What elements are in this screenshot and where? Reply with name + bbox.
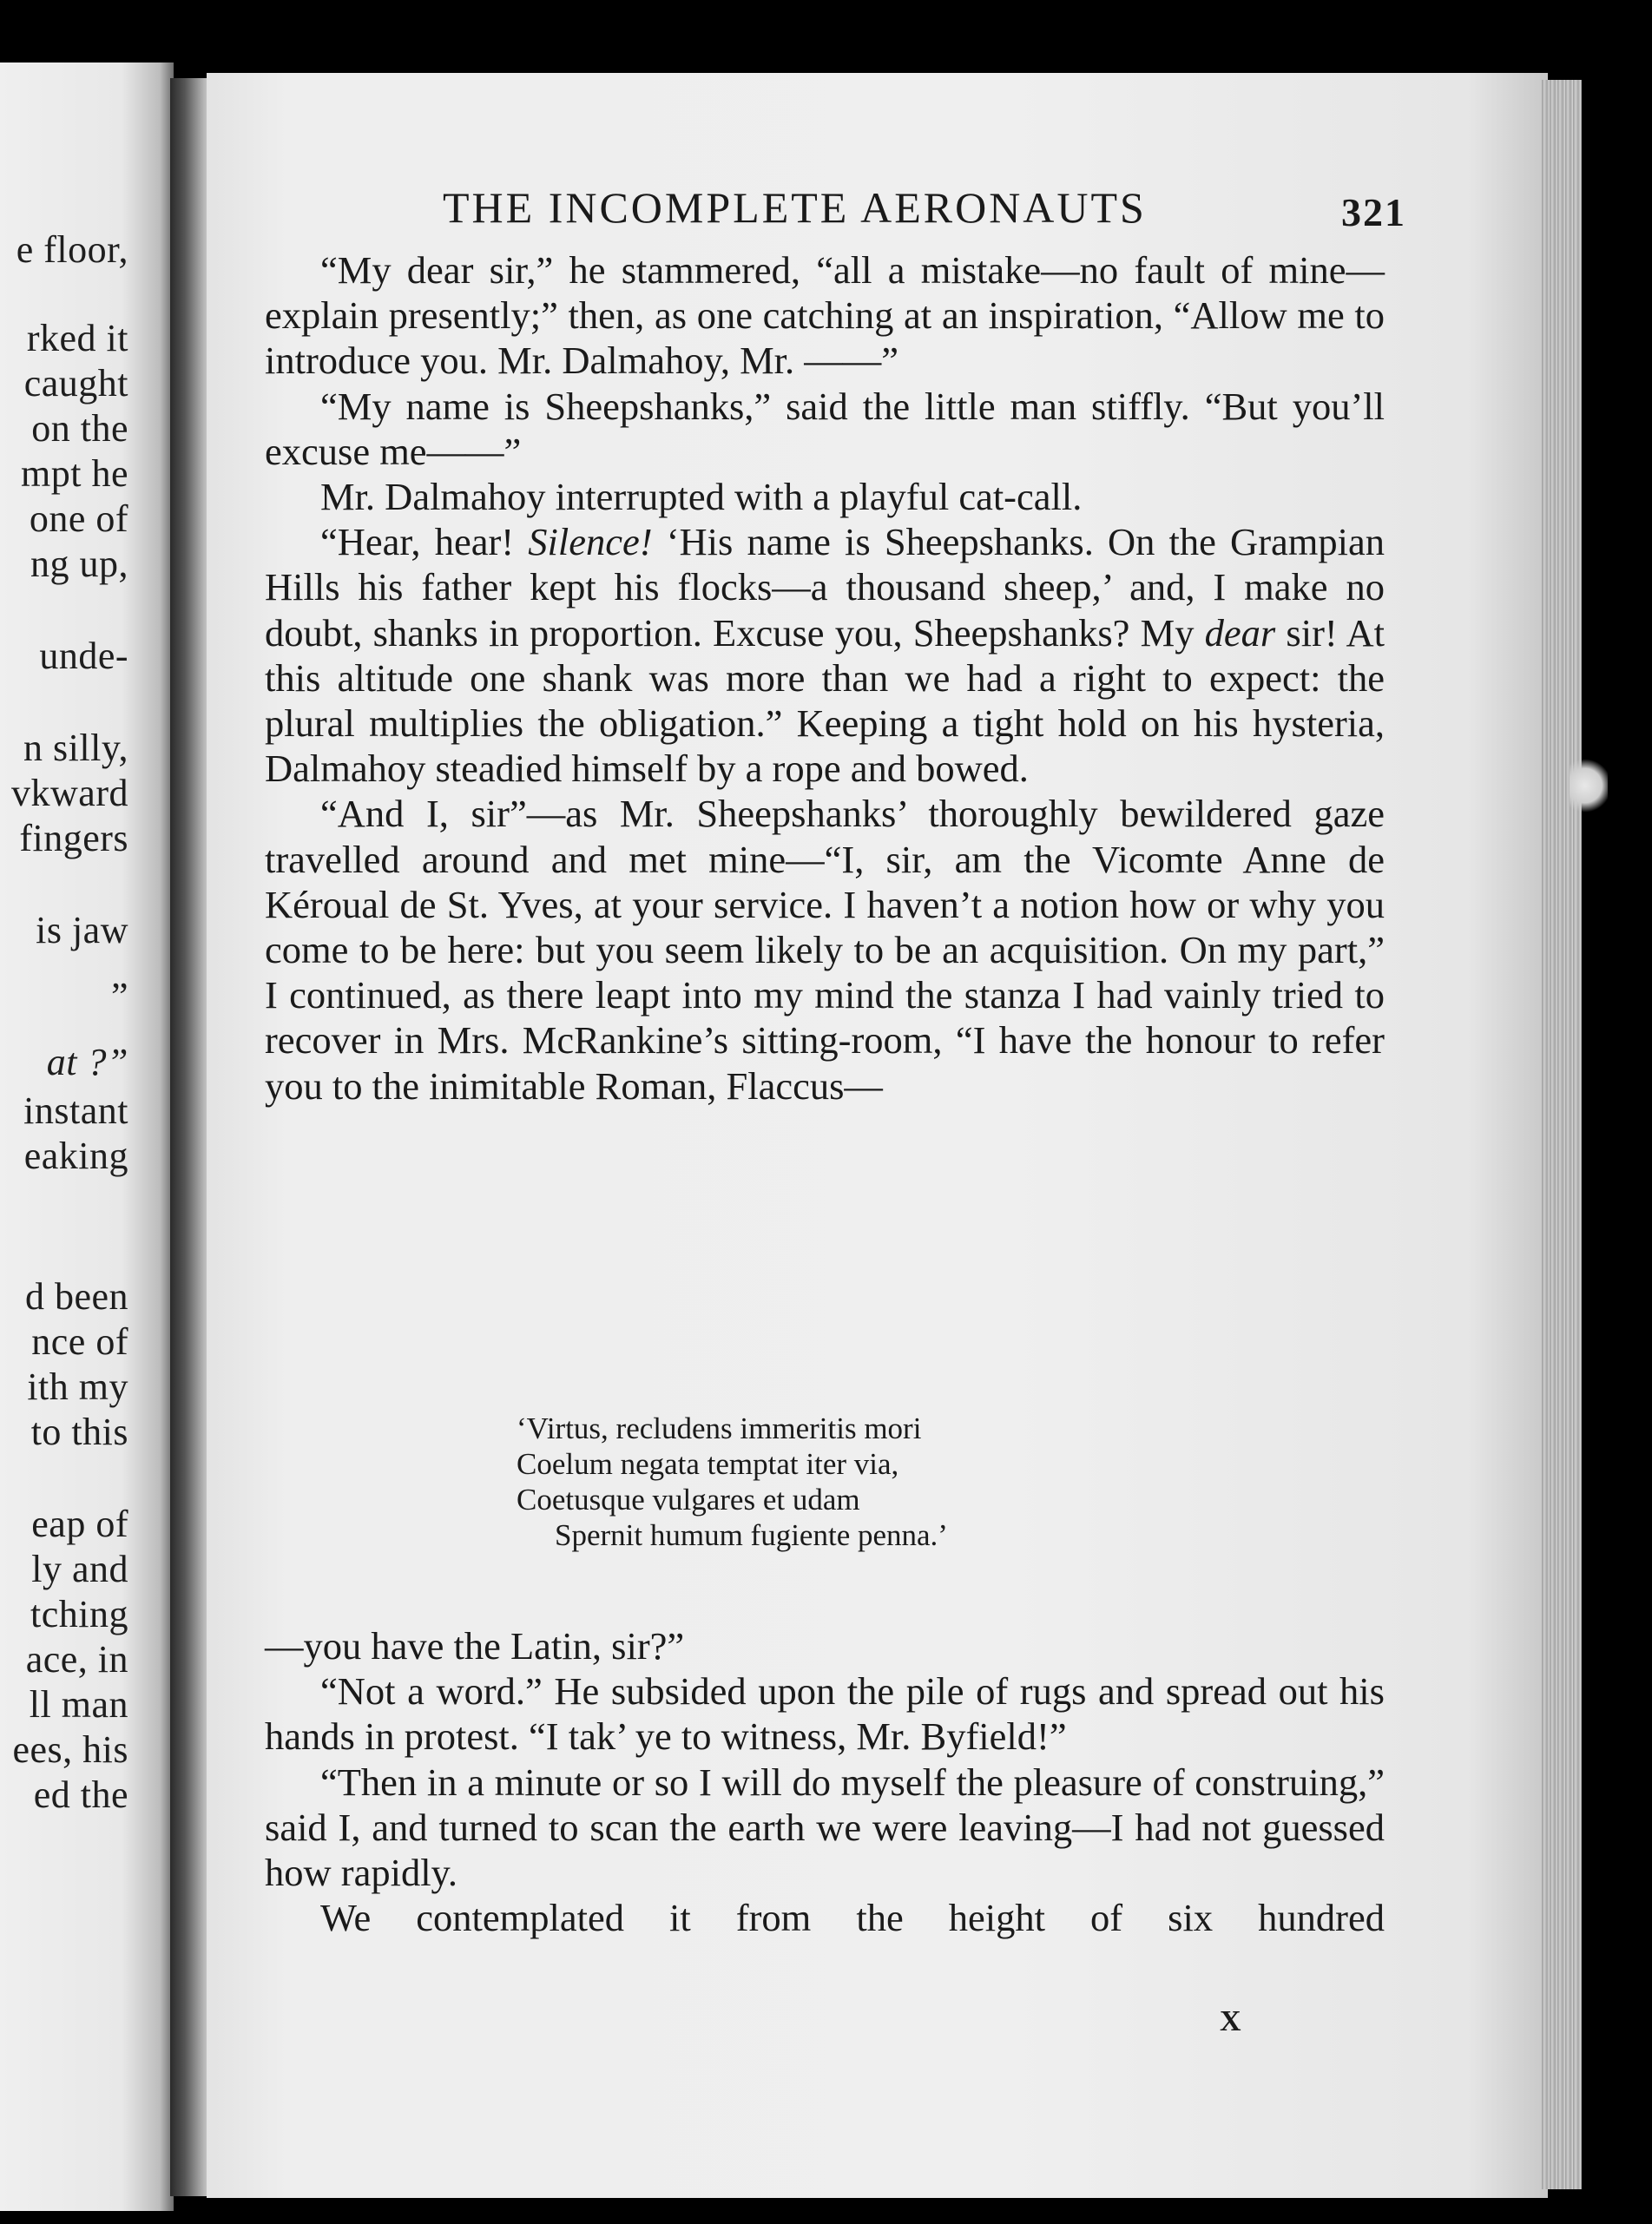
paragraph-construing: “Then in a minute or so I will do myself the pleasure of construing,” said I, and turned to scan the earth we were leaving—I had not guessed how rapidly. [265,1760,1385,1895]
previous-page-line: fingers [19,817,128,859]
previous-page-line: nce of [31,1320,128,1363]
paragraph-cat-call: Mr. Dalmahoy interrupted with a playful cat-call. [320,475,1083,519]
previous-page-line: ace, in [25,1638,128,1681]
previous-page-line: ly and [31,1548,128,1590]
page-edge-stack [1542,80,1582,2189]
previous-page-line: caught [23,362,128,405]
paragraph-not-a-word: “Not a word.” He subsided upon the pile of rugs and spread out his hands in protest. “I tak’ ye to witness, Mr. Byfield!” [265,1669,1385,1759]
previous-page-line: ll man [29,1683,128,1726]
previous-page-line: ith my [27,1365,128,1408]
paragraph-vicomte: “And I, sir”—as Mr. Sheepshanks’ thoroughly bewildered gaze travelled around and met mine—“I, sir, am the Vicomte Anne de Kéroual de St. Yves, at your service. I haven’t a notion how or why you come to be here: but you seem likely to be an acquisition. On my part,” I continued, as there leapt into my mind the stanza I had vainly tried to recover in Mrs. McRankine’s sitting-room, “I have the honour to refer you to the inimitable Roman, Flaccus— [265,792,1385,1108]
hear-italic-silence: Silence! [528,520,653,564]
previous-page-line: d been [24,1275,128,1318]
hear-italic-dear: dear [1204,610,1276,655]
signature-mark: X [1220,2005,1241,2037]
paragraph-contemplated: We contemplated it from the height of six hundred [320,1896,1385,1940]
book-gutter-shadow [170,78,212,2196]
body-text-lower [265,1623,1385,1940]
previous-page-fragment [0,63,174,2211]
hear-part-3: sir! At this altitude one shank was more than we had a right to expect: the plural multiplies the obligation.” Keeping a tight hold on his hysteria, Dalmahoy steadied himself by a rope and bowed. [265,610,1385,791]
previous-page-line: at ?” [46,1041,128,1083]
previous-page-line: n silly, [23,727,128,769]
previous-page-line: instant [23,1089,128,1132]
previous-page-line: eap of [31,1503,128,1545]
page-number: 321 [1341,190,1406,234]
previous-page-line: on the [31,407,128,450]
verse-line: Coetusque vulgares et udam [517,1483,860,1517]
previous-page-line: one of [29,497,128,540]
page-header [443,182,1406,234]
latin-verse [517,1411,948,1553]
running-title: THE INCOMPLETE AERONAUTS [443,183,1147,232]
previous-page-line: tching [30,1593,128,1635]
previous-page-line: ” [110,975,128,1017]
verse-line: Spernit humum fugiente penna.’ [555,1518,948,1552]
previous-page-line: mpt he [21,452,128,495]
paragraph-sheepshanks-name: “My name is Sheepshanks,” said the little man stiffly. “But you’ll excuse me——” [265,384,1385,473]
previous-page-line: rked it [26,317,128,359]
previous-page-line: to this [30,1411,128,1453]
hear-part-1: “Hear, hear! [320,520,529,564]
verse-line: ‘Virtus, recludens immeritis mori [517,1411,922,1445]
previous-page-line: unde- [39,635,128,677]
paragraph-latin-question: —you have the Latin, sir?” [265,1624,685,1668]
paragraph-hear-hear [265,519,1385,791]
previous-page-line: vkward [11,772,128,814]
previous-page-line: ng up, [30,543,128,585]
verse-line: Coelum negata temptat iter via, [517,1447,899,1481]
hear-part-2: ‘His name is Sheepshanks. On the Grampian Hills his father kept his flocks—a thousand sheep,’ and, I make no doubt, shanks in proportion. Excuse you, Sheepshanks? My [265,520,1385,655]
previous-page-line: ed the [33,1773,128,1816]
paragraph-stammered: “My dear sir,” he stammered, “all a mistake—no fault of mine—explain presently;” then, as one catching at an inspiration, “Allow me to introduce you. Mr. Dalmahoy, Mr. ——” [265,248,1385,383]
previous-page-line: eaking [23,1135,128,1177]
previous-page-line: is jaw [36,909,128,951]
body-text-upper [265,247,1385,1109]
page-edge-tear [1570,755,1608,816]
previous-page-line: ees, his [12,1728,128,1771]
previous-page-line: e floor, [16,228,128,271]
